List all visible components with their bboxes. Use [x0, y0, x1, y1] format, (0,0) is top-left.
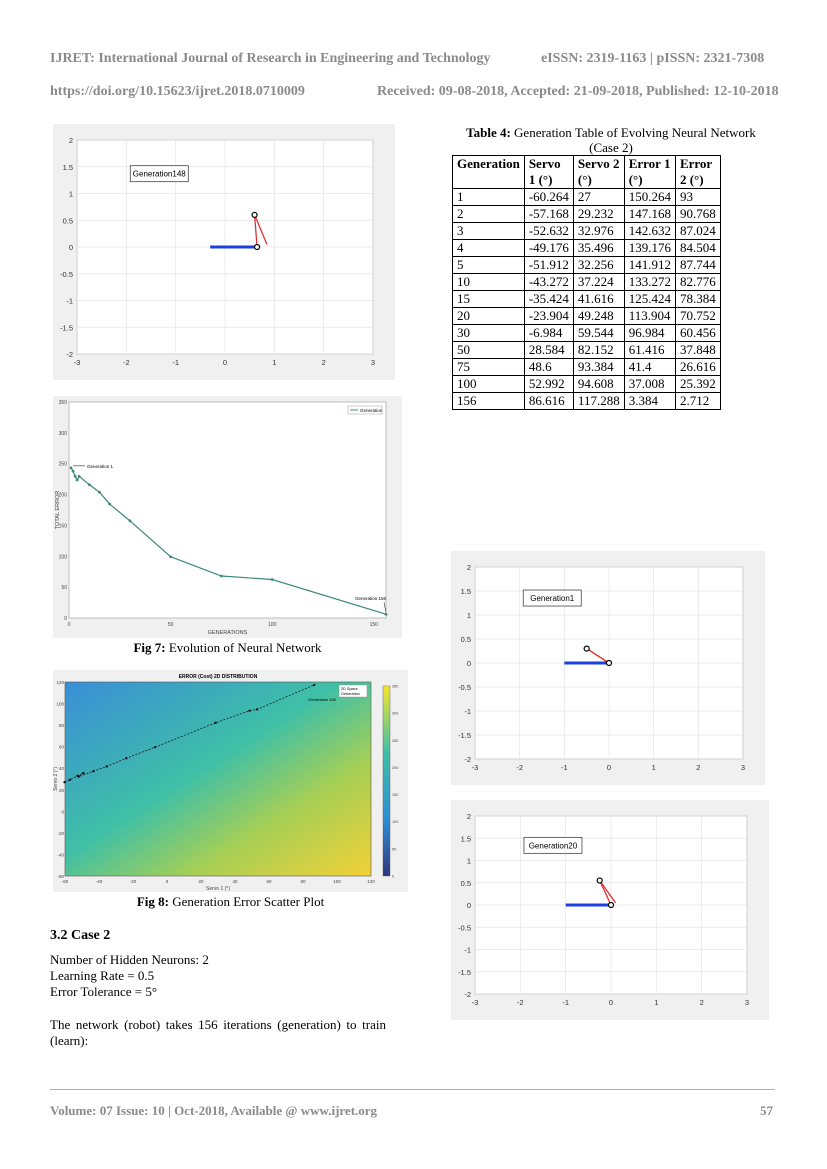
annotation-generation-1: Generation 1 [87, 463, 114, 469]
generation-point [82, 772, 84, 774]
table-row [453, 257, 721, 274]
x-tick-label: -1 [172, 358, 180, 367]
table-cell: 5 [453, 257, 525, 274]
table-row [453, 376, 721, 393]
annotation-generation-156: Generation 156 [354, 596, 386, 602]
table-cell: 142.632 [624, 223, 675, 240]
table-cell: 37.224 [573, 274, 624, 291]
error-evolution-svg [53, 396, 402, 638]
arm-joint [597, 878, 602, 883]
x-tick-label: -60 [61, 879, 69, 884]
header-text: Generation [457, 156, 520, 171]
colorbar-tick-label: 150 [392, 793, 399, 798]
x-tick-label: 2 [321, 358, 326, 367]
y-tick-label: 300 [58, 430, 67, 437]
x-tick-label: 0 [222, 358, 228, 367]
x-tick-label: -3 [471, 998, 479, 1007]
fig7-text: Evolution of Neural Network [165, 640, 322, 655]
error-evolution-chart [53, 396, 402, 638]
error-data-point [129, 519, 132, 522]
section-paragraph: The network (robot) takes 156 iterations (generation) to train (learn): [50, 1017, 386, 1048]
table-cell: -35.424 [524, 291, 573, 308]
table-cell: 82.776 [675, 274, 720, 291]
y-tick-label: 1 [466, 856, 471, 866]
table-cell: -57.168 [524, 206, 573, 223]
param-error-tolerance: Error Tolerance = 5° [50, 984, 158, 999]
table-row [453, 240, 721, 257]
arm-plot-generation148 [53, 124, 395, 380]
table-cell: 94.608 [573, 376, 624, 393]
table-cell: 32.976 [573, 223, 624, 240]
header-text: Servo [528, 156, 561, 171]
table-cell: 93 [675, 189, 720, 206]
colorbar-tick-label: 0 [392, 874, 395, 879]
y-tick-label: 0 [68, 243, 73, 252]
table-cell: 2.712 [675, 393, 720, 410]
table-cell: 141.912 [624, 257, 675, 274]
table-cell: 35.496 [573, 240, 624, 257]
table-cell: -23.904 [524, 308, 573, 325]
y-axis-label: Servo 2 (°) [53, 767, 59, 791]
table-cell: 10 [453, 274, 525, 291]
table-cell: -43.272 [524, 274, 573, 291]
y-tick-label: -20 [57, 830, 64, 836]
y-tick-label: -2 [464, 990, 471, 999]
table-cell: 26.616 [675, 359, 720, 376]
y-tick-label: 0.5 [460, 635, 471, 644]
table-header-cell [573, 156, 624, 189]
section-heading: 3.2 Case 2 [50, 928, 111, 943]
table-cell: 1 [453, 189, 525, 206]
error-data-point [74, 475, 77, 478]
arm-joint [609, 903, 614, 908]
x-tick-label: 100 [333, 879, 341, 884]
arm-plot-svg [53, 124, 395, 380]
error-distribution-chart [53, 670, 408, 892]
y-tick-label: -40 [57, 852, 64, 858]
footer-volume: Volume: 07 Issue: 10 | Oct-2018, Available @ www.ijret.org [50, 1103, 378, 1118]
table-caption-text: Generation Table of Evolving Neural Network [510, 125, 756, 140]
x-tick-label: -2 [516, 998, 524, 1007]
table-cell: -60.264 [524, 189, 573, 206]
table-cell: 37.848 [675, 342, 720, 359]
arm-plot-svg [451, 551, 765, 785]
table-caption-sub: (Case 2) [589, 140, 633, 155]
table-row [453, 325, 721, 342]
table-cell: 48.6 [524, 359, 573, 376]
generation-point [214, 722, 216, 724]
y-tick-label: 0 [466, 901, 471, 910]
x-tick-label: 3 [744, 998, 750, 1007]
generation-label: Generation20 [528, 841, 578, 851]
x-tick-label: -1 [560, 763, 568, 772]
x-tick-label: 100 [268, 622, 277, 628]
x-tick-label: 2 [699, 998, 704, 1007]
generation-point [69, 779, 71, 781]
table-cell: -49.176 [524, 240, 573, 257]
table-row [453, 223, 721, 240]
colorbar-tick-label: 350 [392, 684, 399, 689]
y-tick-label: -0.5 [60, 269, 73, 279]
y-tick-label: -2 [464, 755, 471, 764]
section-params [50, 952, 386, 1000]
table-cell: 147.168 [624, 206, 675, 223]
y-tick-label: -1.5 [458, 967, 471, 977]
arm-plot-generation1 [451, 551, 765, 785]
table-cell: 61.416 [624, 342, 675, 359]
error-data-point [88, 483, 91, 486]
y-tick-label: -1 [66, 296, 73, 306]
journal-title: IJRET: International Journal of Research in Engineering and Technology [50, 51, 491, 66]
x-tick-label: -40 [95, 879, 103, 884]
table-cell: 82.152 [573, 342, 624, 359]
y-axis-label: TOTAL ERROR [55, 490, 61, 530]
y-tick-label: -1 [464, 945, 471, 955]
generation-point [248, 709, 250, 711]
table-cell: 78.384 [675, 291, 720, 308]
y-tick-label: 100 [58, 554, 67, 561]
table-cell: 49.248 [573, 308, 624, 325]
fig8-text: Generation Error Scatter Plot [168, 894, 325, 909]
table-cell: 50 [453, 342, 525, 359]
table-cell: -51.912 [524, 257, 573, 274]
table-header-cell [453, 156, 525, 189]
table-cell: -52.632 [524, 223, 573, 240]
arm-joint [607, 661, 612, 666]
fig7-label: Fig 7: [133, 640, 166, 655]
table-header-cell [675, 156, 720, 189]
error-data-point [108, 503, 111, 506]
table-cell: 75 [453, 359, 525, 376]
table-header-row [453, 156, 721, 189]
issn: eISSN: 2319-1163 | pISSN: 2321-7308 [541, 51, 765, 66]
table-header-cell [624, 156, 675, 189]
y-tick-label: -1 [464, 707, 471, 716]
x-tick-label: -1 [562, 998, 570, 1007]
generation-table [452, 155, 721, 410]
table-header-cell [524, 156, 573, 189]
x-tick-label: 3 [370, 358, 376, 367]
y-tick-label: -2 [66, 350, 73, 359]
y-tick-label: 40 [58, 766, 64, 772]
colorbar-tick-label: 100 [392, 820, 399, 825]
table-cell: 150.264 [624, 189, 675, 206]
y-tick-label: 250 [58, 461, 67, 468]
table-cell: 30 [453, 325, 525, 342]
x-tick-label: 1 [272, 358, 277, 367]
table-cell: 27 [573, 189, 624, 206]
legend-entry: Generation [360, 408, 383, 413]
generation-point [154, 746, 156, 748]
x-tick-label: 40 [232, 879, 238, 884]
table-caption-label: Table 4: [466, 125, 511, 140]
table-cell: 4 [453, 240, 525, 257]
colorbar [383, 686, 390, 876]
table-cell: 70.752 [675, 308, 720, 325]
x-tick-label: 1 [651, 763, 656, 772]
table-row [453, 274, 721, 291]
error-data-point [271, 578, 274, 581]
y-tick-label: 100 [56, 701, 64, 707]
table-cell: 96.984 [624, 325, 675, 342]
y-tick-label: -1.5 [458, 731, 471, 740]
generation-table-wrap [452, 155, 721, 410]
header-text: (°) [628, 172, 643, 187]
table-cell: 86.616 [524, 393, 573, 410]
y-tick-label: 2 [466, 563, 471, 572]
table-cell: 41.616 [573, 291, 624, 308]
table-cell: 93.384 [573, 359, 624, 376]
table-cell: 3.384 [624, 393, 675, 410]
generation-point [92, 770, 94, 772]
y-tick-label: 0.5 [460, 878, 471, 888]
generation-point [313, 684, 315, 686]
table-cell: 87.744 [675, 257, 720, 274]
chart-title: ERROR (Cost) 2D DISTRIBUTION [178, 674, 258, 680]
y-tick-label: 60 [58, 744, 64, 750]
table-cell: 84.504 [675, 240, 720, 257]
annotation-generation-156: Generation 156 [308, 696, 336, 702]
x-tick-label: 60 [266, 879, 272, 884]
table-cell: 37.008 [624, 376, 675, 393]
y-tick-label: 50 [61, 585, 67, 592]
generation-point [78, 775, 80, 777]
table-cell: 117.288 [573, 393, 624, 410]
x-tick-label: 0 [165, 879, 169, 884]
x-tick-label: 3 [740, 763, 746, 772]
header-text: Servo 2 [577, 156, 620, 171]
table-cell: 156 [453, 393, 525, 410]
table-row [453, 359, 721, 376]
generation-point [63, 781, 65, 783]
y-tick-label: 20 [58, 787, 64, 793]
y-tick-label: 150 [58, 523, 67, 530]
x-tick-label: 0 [606, 763, 612, 772]
y-tick-label: 1.5 [62, 162, 73, 172]
y-tick-label: 2 [466, 812, 471, 821]
x-tick-label: 2 [696, 763, 701, 772]
y-tick-label: 200 [58, 492, 67, 499]
param-learning-rate: Learning Rate = 0.5 [50, 968, 155, 983]
header-text: (°) [577, 172, 592, 187]
colorbar-tick-label: 300 [392, 711, 399, 716]
x-tick-label: -3 [73, 358, 81, 367]
y-tick-label: 120 [56, 680, 64, 685]
colorbar-tick-label: 200 [392, 765, 399, 770]
y-tick-label: 2 [68, 136, 73, 145]
y-tick-label: 0 [64, 616, 67, 622]
x-tick-label: 50 [167, 622, 174, 628]
arm-joint [252, 212, 257, 217]
error-data-point [220, 575, 223, 578]
y-tick-label: 0 [61, 809, 64, 815]
table-cell: 87.024 [675, 223, 720, 240]
table-cell: 52.992 [524, 376, 573, 393]
fig8-label: Fig 8: [136, 894, 169, 909]
x-tick-label: -2 [122, 358, 130, 367]
param-hidden-neurons: Number of Hidden Neurons: 2 [50, 952, 209, 967]
generation-label: Generation1 [530, 594, 575, 604]
y-tick-label: -0.5 [458, 683, 471, 692]
table-cell: 20 [453, 308, 525, 325]
table-cell: 113.904 [624, 308, 675, 325]
heatmap-area [65, 682, 371, 876]
table-cell: 3 [453, 223, 525, 240]
doi-link[interactable]: https://doi.org/10.15623/ijret.2018.0710009 [50, 84, 305, 99]
x-tick-label: 0 [67, 622, 71, 628]
table-cell: 125.424 [624, 291, 675, 308]
x-tick-label: -3 [471, 763, 479, 772]
table-cell: -6.984 [524, 325, 573, 342]
colorbar-tick-label: 50 [392, 847, 397, 852]
header-text: 1 (°) [528, 172, 553, 187]
table-cell: 41.4 [624, 359, 675, 376]
generation-point [106, 765, 108, 767]
error-data-point [98, 491, 101, 494]
table-cell: 25.392 [675, 376, 720, 393]
generation-point [125, 757, 127, 759]
y-tick-label: 1 [466, 611, 471, 620]
y-tick-label: -0.5 [458, 923, 471, 933]
x-tick-label: 0 [608, 998, 614, 1007]
x-tick-label: 20 [198, 879, 204, 884]
table-cell: 29.232 [573, 206, 624, 223]
legend-entry: 2D Space [341, 687, 358, 691]
y-tick-label: 1.5 [460, 587, 471, 596]
error-data-point [385, 613, 388, 616]
table-cell: 90.768 [675, 206, 720, 223]
y-tick-label: 350 [58, 400, 67, 406]
table-cell: 15 [453, 291, 525, 308]
y-tick-label: -60 [57, 874, 64, 879]
table-row [453, 291, 721, 308]
x-tick-label: -20 [129, 879, 137, 884]
arm-plot-svg [451, 800, 769, 1020]
legend-entry: Generation [341, 692, 360, 696]
error-data-point [70, 466, 73, 469]
y-tick-label: -1.5 [60, 323, 73, 333]
error-distribution-svg [53, 670, 408, 892]
table-cell: 139.176 [624, 240, 675, 257]
x-tick-label: 120 [367, 879, 375, 884]
error-data-point [78, 475, 81, 478]
x-tick-label: -2 [516, 763, 524, 772]
generation-point [256, 708, 258, 710]
x-tick-label: 1 [654, 998, 659, 1007]
fig7-caption [53, 640, 402, 656]
fig8-caption [53, 894, 408, 910]
table-row [453, 189, 721, 206]
page-number: 57 [760, 1103, 773, 1118]
table-caption [452, 125, 770, 155]
table-cell: 28.584 [524, 342, 573, 359]
y-tick-label: 80 [58, 723, 64, 729]
error-data-point [76, 479, 79, 482]
table-cell: 133.272 [624, 274, 675, 291]
arm-joint [255, 245, 260, 250]
table-cell: 2 [453, 206, 525, 223]
header-text: 2 (°) [679, 172, 704, 187]
y-tick-label: 0.5 [62, 216, 73, 226]
table-row [453, 342, 721, 359]
table-cell: 59.544 [573, 325, 624, 342]
error-data-point [72, 470, 75, 473]
table-cell: 60.456 [675, 325, 720, 342]
arm-plot-generation20 [451, 800, 769, 1020]
table-row [453, 308, 721, 325]
table-cell: 32.256 [573, 257, 624, 274]
footer-divider [50, 1089, 775, 1090]
x-axis-label: GENERATIONS [207, 630, 248, 636]
table-row [453, 393, 721, 410]
x-tick-label: 150 [369, 622, 378, 628]
y-tick-label: 0 [466, 659, 471, 668]
header-text: Error 1 [628, 156, 671, 171]
header-text: Error [679, 156, 713, 171]
y-tick-label: 1 [68, 189, 73, 199]
error-data-point [169, 555, 172, 558]
x-axis-label: Servo 1 (°) [206, 886, 230, 892]
arm-joint [584, 646, 589, 651]
table-row [453, 206, 721, 223]
publication-dates: Received: 09-08-2018, Accepted: 21-09-2018, Published: 12-10-2018 [377, 84, 779, 99]
generation-label: Generation148 [132, 169, 186, 179]
table-cell: 100 [453, 376, 525, 393]
x-tick-label: 80 [300, 879, 306, 884]
colorbar-tick-label: 250 [392, 738, 399, 743]
y-tick-label: 1.5 [460, 834, 471, 844]
